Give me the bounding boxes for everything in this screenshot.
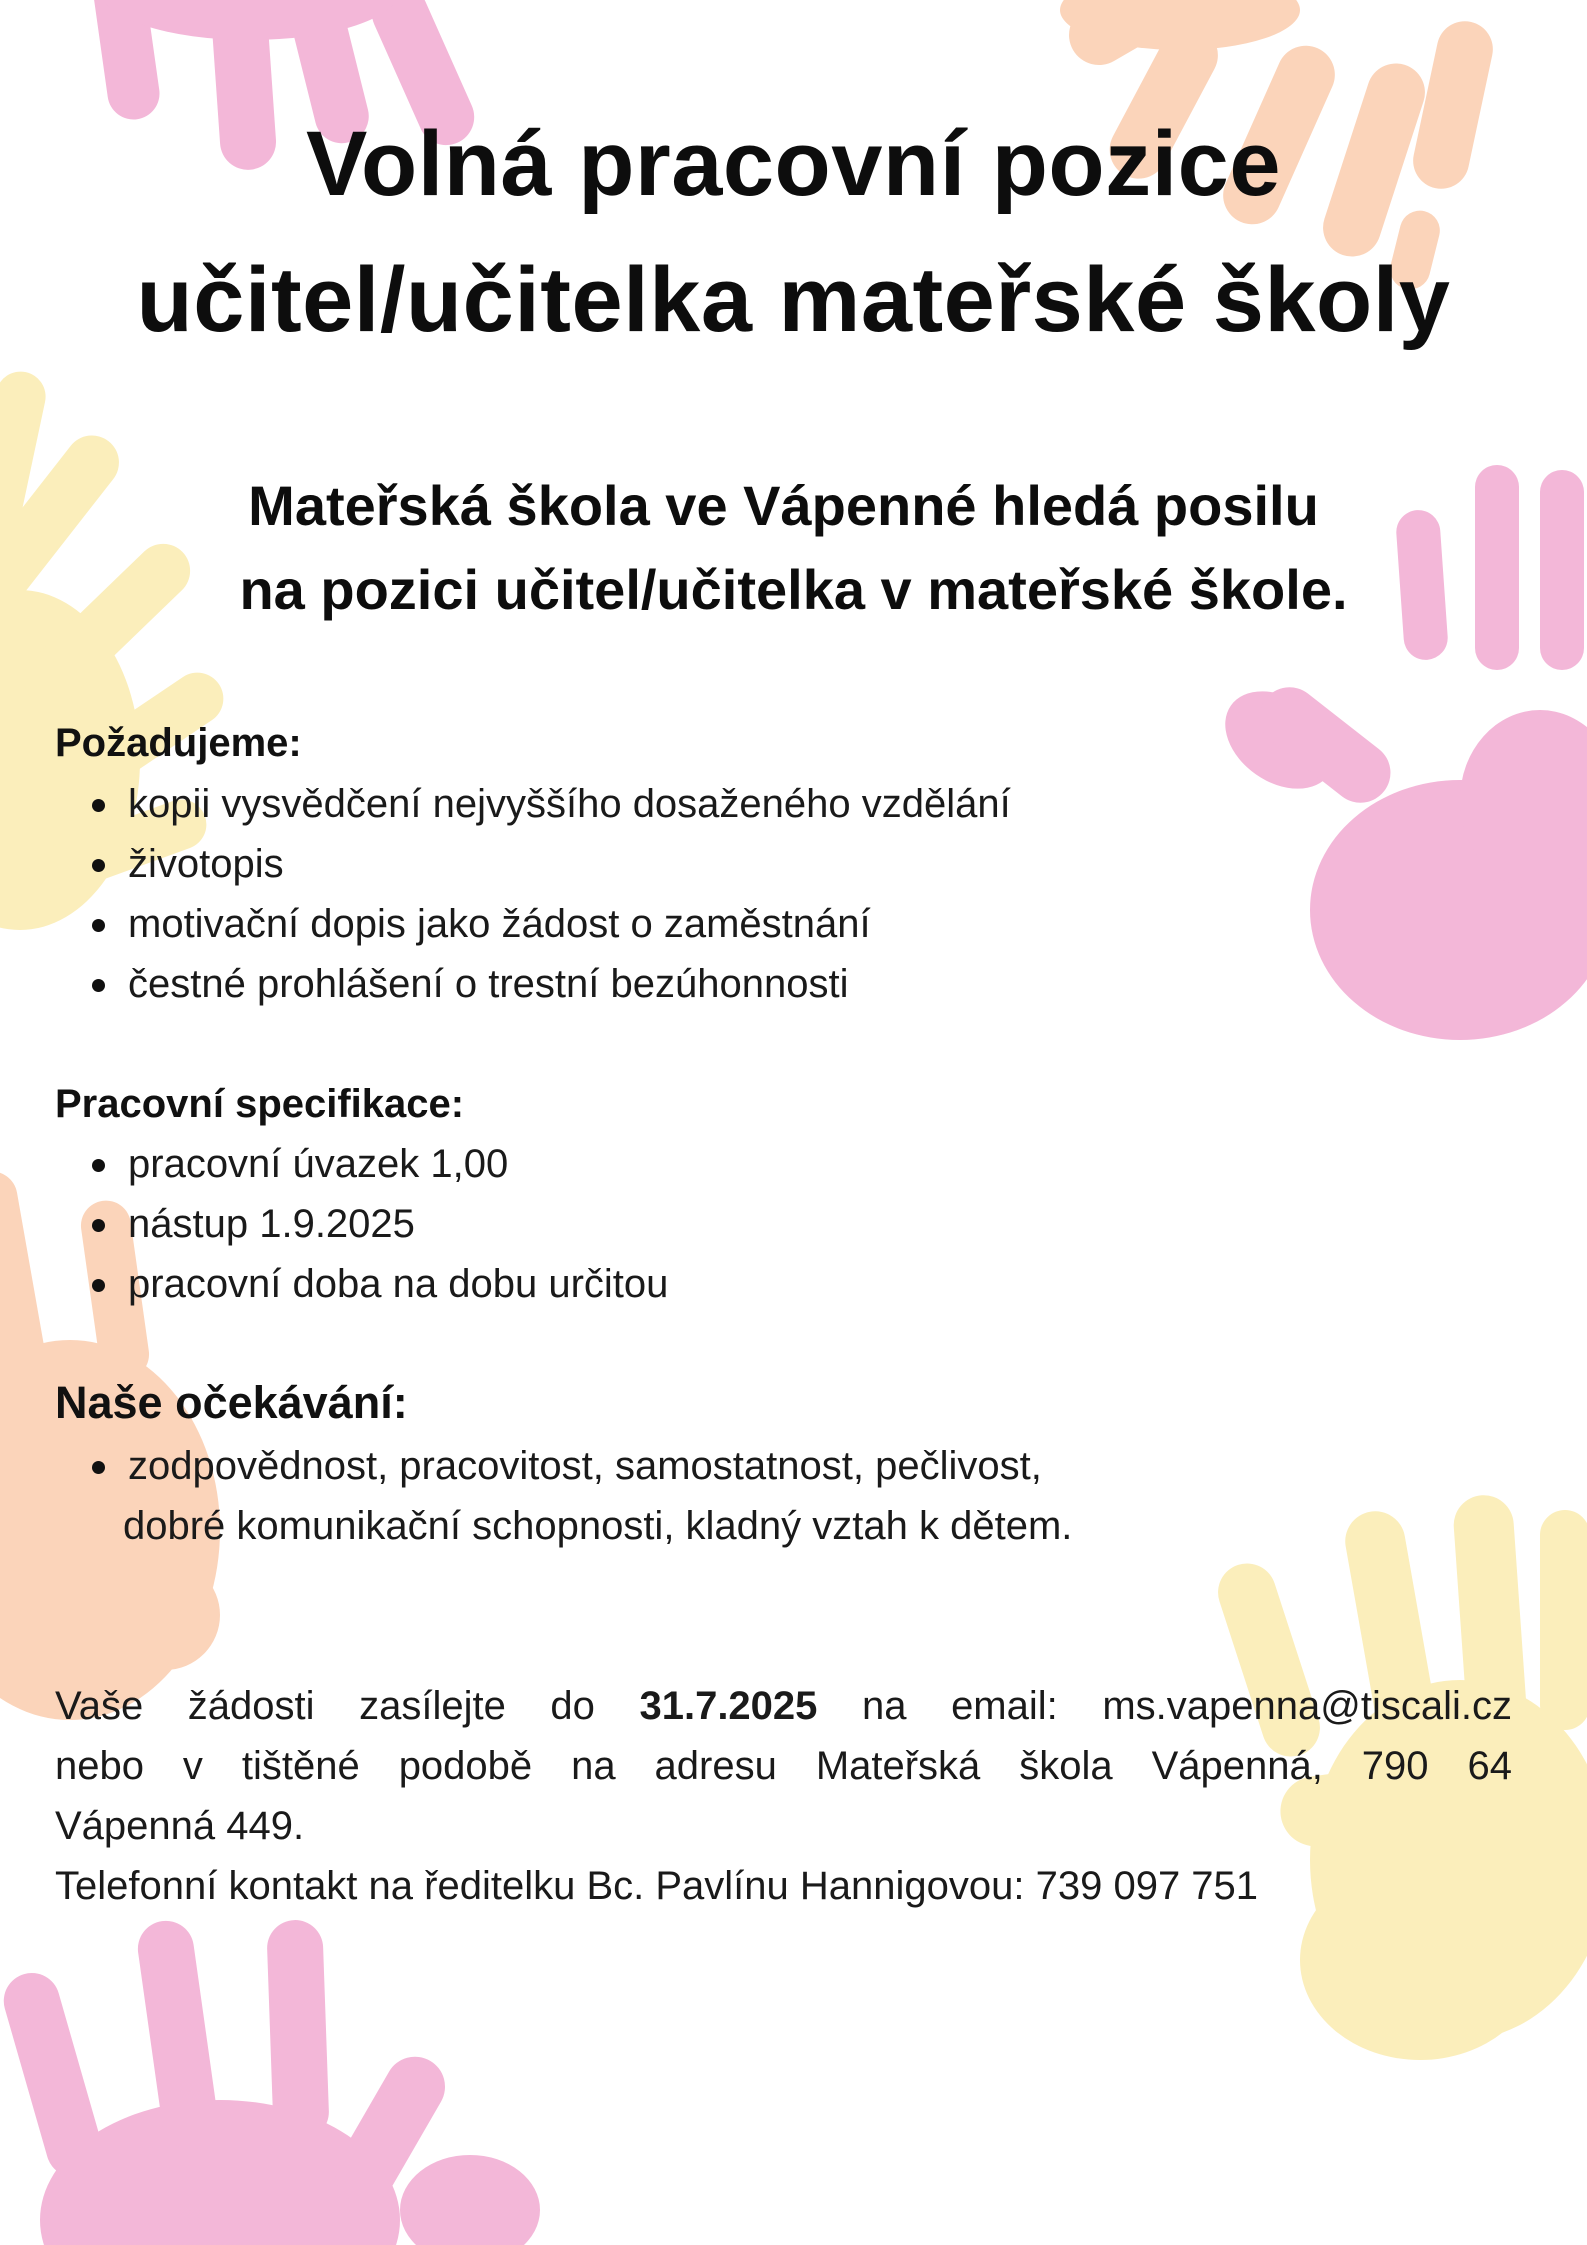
requirements-list bbox=[55, 774, 1011, 1014]
expectations-item-continuation: dobré komunikační schopnosti, kladný vztah k dětem. bbox=[123, 1504, 1073, 1548]
work-spec-heading: Pracovní specifikace: bbox=[55, 1082, 465, 1126]
bullet-icon bbox=[92, 1159, 105, 1172]
list-item bbox=[55, 954, 1011, 1014]
requirements-heading: Požadujeme: bbox=[55, 721, 302, 765]
contact-email-text: na email: ms.vapenna@tiscali.cz bbox=[862, 1684, 1512, 1728]
list-item bbox=[55, 1194, 668, 1254]
intro-line2: na pozici učitel/učitelka v mateřské škole. bbox=[239, 558, 1348, 621]
intro-line1: Mateřská škola ve Vápenné hledá posilu bbox=[248, 474, 1319, 537]
list-item bbox=[55, 1134, 668, 1194]
deadline-date: 31.7.2025 bbox=[639, 1684, 818, 1728]
list-item-text: pracovní úvazek 1,00 bbox=[128, 1142, 509, 1186]
list-item bbox=[55, 774, 1011, 834]
list-item bbox=[55, 1436, 1042, 1496]
contact-line1-prefix: Vaše žádosti zasílejte do bbox=[55, 1684, 595, 1728]
contact-line2: nebo v tištěné podobě na adresu Mateřská škola Vápenná, 790 64 bbox=[55, 1744, 1512, 1788]
list-item bbox=[55, 1254, 668, 1314]
bullet-icon bbox=[92, 799, 105, 812]
page-title-line1: Volná pracovní pozice bbox=[305, 113, 1282, 215]
list-item bbox=[55, 834, 1011, 894]
contact-line1 bbox=[55, 1676, 1512, 1736]
list-item bbox=[55, 894, 1011, 954]
list-item-text: nástup 1.9.2025 bbox=[128, 1202, 415, 1246]
bullet-icon bbox=[92, 1461, 105, 1474]
list-item-text: kopii vysvědčení nejvyššího dosaženého vzdělání bbox=[128, 782, 1011, 826]
contact-line3: Vápenná 449. bbox=[55, 1804, 305, 1848]
bullet-icon bbox=[92, 1279, 105, 1292]
list-item-text: zodpovědnost, pracovitost, samostatnost, pečlivost, bbox=[128, 1444, 1042, 1488]
list-item-text: čestné prohlášení o trestní bezúhonnosti bbox=[128, 962, 849, 1006]
page-title-line2: učitel/učitelka mateřské školy bbox=[136, 249, 1451, 351]
bullet-icon bbox=[92, 979, 105, 992]
contact-phone-line: Telefonní kontakt na ředitelku Bc. Pavlínu Hannigovou: 739 097 751 bbox=[55, 1864, 1259, 1908]
expectations-list bbox=[55, 1436, 1042, 1496]
list-item-text: motivační dopis jako žádost o zaměstnání bbox=[128, 902, 871, 946]
work-spec-list bbox=[55, 1134, 668, 1314]
bullet-icon bbox=[92, 919, 105, 932]
bullet-icon bbox=[92, 859, 105, 872]
expectations-heading: Naše očekávání: bbox=[55, 1377, 408, 1428]
bullet-icon bbox=[92, 1219, 105, 1232]
list-item-text: životopis bbox=[128, 842, 284, 886]
list-item-text: pracovní doba na dobu určitou bbox=[128, 1262, 669, 1306]
